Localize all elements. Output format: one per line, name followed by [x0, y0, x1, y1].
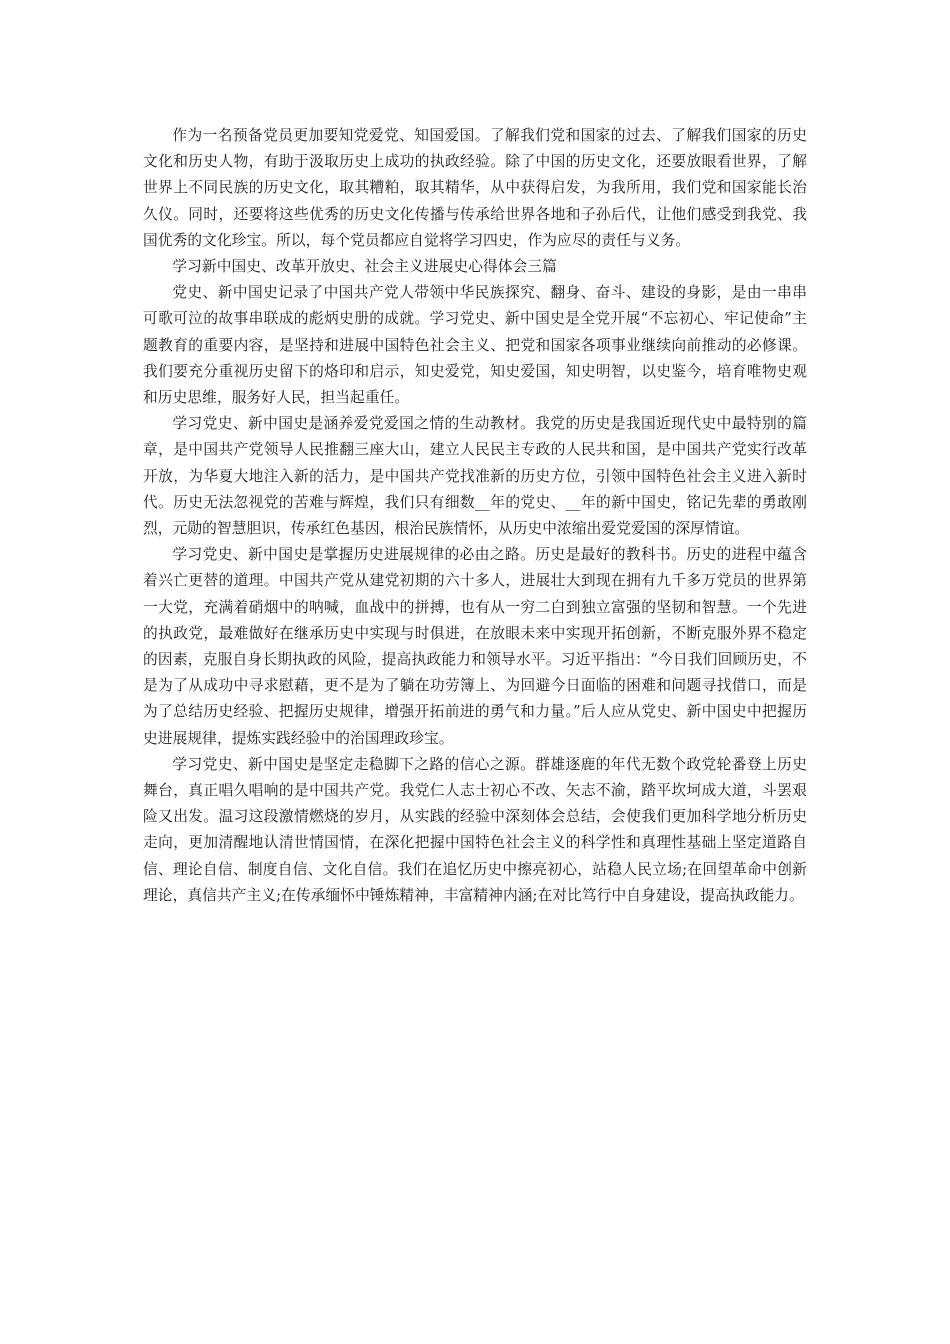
paragraph-intro: 作为一名预备党员更加要知党爱党、知国爱国。了解我们党和国家的过去、了解我们国家的历史文化和历史人物，有助于汲取历史上成功的执政经验。除了中国的历史文化，还要放眼看世界，了解世界上不同民族的历史文化，取其糟粕，取其精华，从中获得启发，为我所用，我们党和国家能长治久仪。同时，还要将这些优秀的历史文化传播与传承给世界各地和子孙后代，让他们感受到我党、我国优秀的文化珍宝。所以，每个党员都应自觉将学习四史，作为应尽的责任与义务。 [143, 127, 807, 249]
section-heading: 学习新中国史、改革开放史、社会主义进展史心得体会三篇 [172, 258, 557, 276]
paragraph-historical-laws: 学习党史、新中国史是掌握历史进展规律的必由之路。历史是最好的教科书。历史的进程中蕴含着兴亡更替的道理。中国共产党从建党初期的六十多人，进展壮大到现在拥有九千多万党员的世界第一大党，充满着硝烟中的呐喊，血战中的拼搏，也有从一穷二白到独立富强的坚韧和智慧。一个先进的执政党，最难做好在继承历史中实现与时俱进，在放眼未来中实现开拓创新，不断克服外界不稳定的因素，克服自身长期执政的风险，提高执政能力和领导水平。习近平指出：“今日我们回顾历史，不是为了从成功中寻求慰藉，更不是为了躺在功劳簿上、为回避今日面临的困难和问题寻找借口，而是为了总结历史经验、把握历史规律，增强开拓前进的勇气和力量。”后人应从党史、新中国史中把握历史进展规律，提炼实践经验中的治国理政珍宝。 [143, 546, 807, 747]
document-body [143, 123, 807, 909]
paragraph-overview: 党史、新中国史记录了中国共产党人带领中华民族探究、翻身、奋斗、建设的身影，是由一串串可歌可泣的故事串联成的彪炳史册的成就。学习党史、新中国史是全党开展“不忘初心、牢记使命”主题教育的重要内容，是坚持和进展中国特色社会主义、把党和国家各项事业继续向前推动的必修课。我们要充分重视历史留下的烙印和启示，知史爱党，知史爱国，知史明智，以史鉴今，培育唯物史观和历史思维，服务好人民，担当起重任。 [143, 284, 807, 407]
paragraph-patriotism: 学习党史、新中国史是涵养爱党爱国之情的生动教材。我党的历史是我国近现代史中最特别的篇章，是中国共产党领导人民推翻三座大山，建立人民民主专政的人民共和国，是中国共产党实行改革开放，为华夏大地注入新的活力，是中国共产党找准新的历史方位，引领中国特色社会主义进入新时代。历史无法忽视党的苦难与辉煌，我们只有细数__年的党史、__年的新中国史，铭记先辈的勇敢刚烈，元勋的智慧胆识，传承红色基因，根治民族情怀，从历史中浓缩出爱党爱国的深厚情谊。 [143, 415, 807, 538]
paragraph-confidence: 学习党史、新中国史是坚定走稳脚下之路的信心之源。群雄逐鹿的年代无数个政党轮番登上历史舞台，真正唱久唱响的是中国共产党。我党仁人志士初心不改、矢志不渝，踏平坎坷成大道，斗罢艰险又出发。温习这段激情燃烧的岁月，从实践的经验中深刻体会总结，会使我们更加科学地分析历史走向，更加清醒地认清世情国情，在深化把握中国特色社会主义的科学性和真理性基础上坚定道路自信、理论自信、制度自信、文化自信。我们在追忆历史中擦亮初心，站稳人民立场;在回望革命中创新理论，真信共产主义;在传承缅怀中锤炼精神，丰富精神内涵;在对比笃行中自身建设，提高执政能力。 [143, 755, 807, 904]
